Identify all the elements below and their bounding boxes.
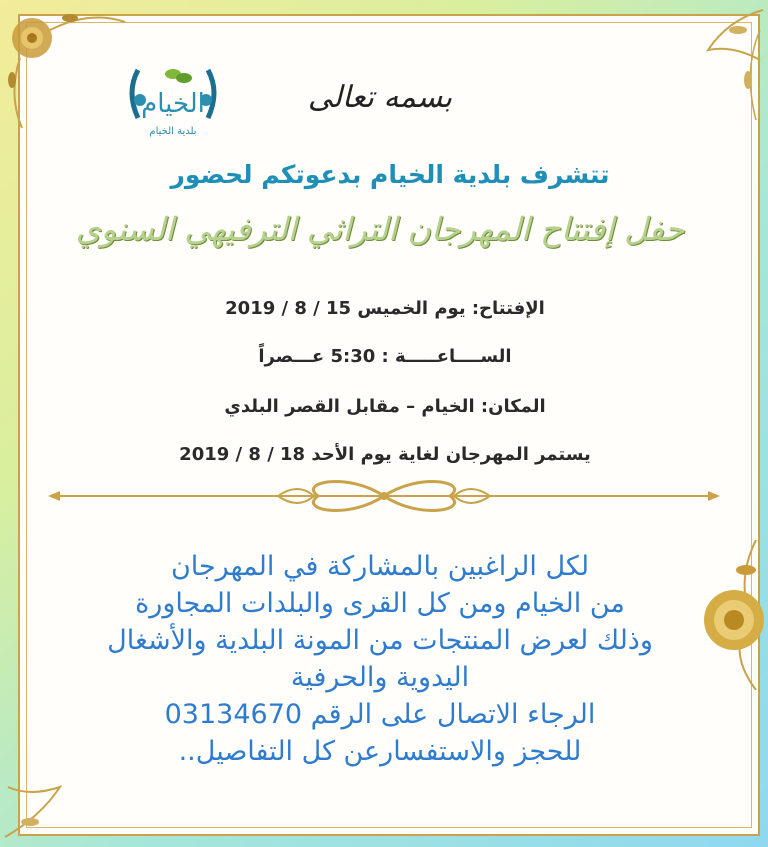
logo-name: الخيام xyxy=(141,89,205,119)
venue: المكان: الخيام – مقابل القصر البلدي xyxy=(224,396,546,417)
floral-corner-top-left-icon xyxy=(0,0,130,130)
logo-emblem-icon xyxy=(118,62,228,126)
festival-duration: يستمر المهرجان لغاية يوم الأحد 18 / 8 / 2019 xyxy=(179,444,591,465)
notice-line: وذلك لعرض المنتجات من المونة البلدية والأشغال xyxy=(107,625,653,656)
opening-date: الإفتتاح: يوم الخميس 15 / 8 / 2019 xyxy=(225,298,545,319)
ornamental-divider-icon xyxy=(48,474,720,518)
notice-line: لكل الراغبين بالمشاركة في المهرجان xyxy=(170,551,590,582)
floral-corner-top-right-icon xyxy=(648,0,768,130)
basmala: بسمه تعالى xyxy=(307,80,453,115)
notice-line: للحجز والاستفسارعن كل التفاصيل.. xyxy=(178,736,582,767)
invitation-headline: تتشرف بلدية الخيام بدعوتكم لحضور xyxy=(170,160,610,189)
festival-title: حفل إفتتاح المهرجان التراثي الترفيهي السنوي xyxy=(75,210,685,248)
municipality-logo xyxy=(118,62,228,142)
notice-line: اليدوية والحرفية xyxy=(290,662,470,693)
participation-notice xyxy=(50,548,710,770)
notice-line: من الخيام ومن كل القرى والبلدات المجاورة xyxy=(135,588,625,619)
logo-caption: بلدية الخيام xyxy=(149,126,197,137)
notice-contact-line: الرجاء الاتصال على الرقم 03134670 xyxy=(164,699,596,730)
opening-time: الســــاعـــــة : 5:30 عـــصراً xyxy=(258,346,512,367)
